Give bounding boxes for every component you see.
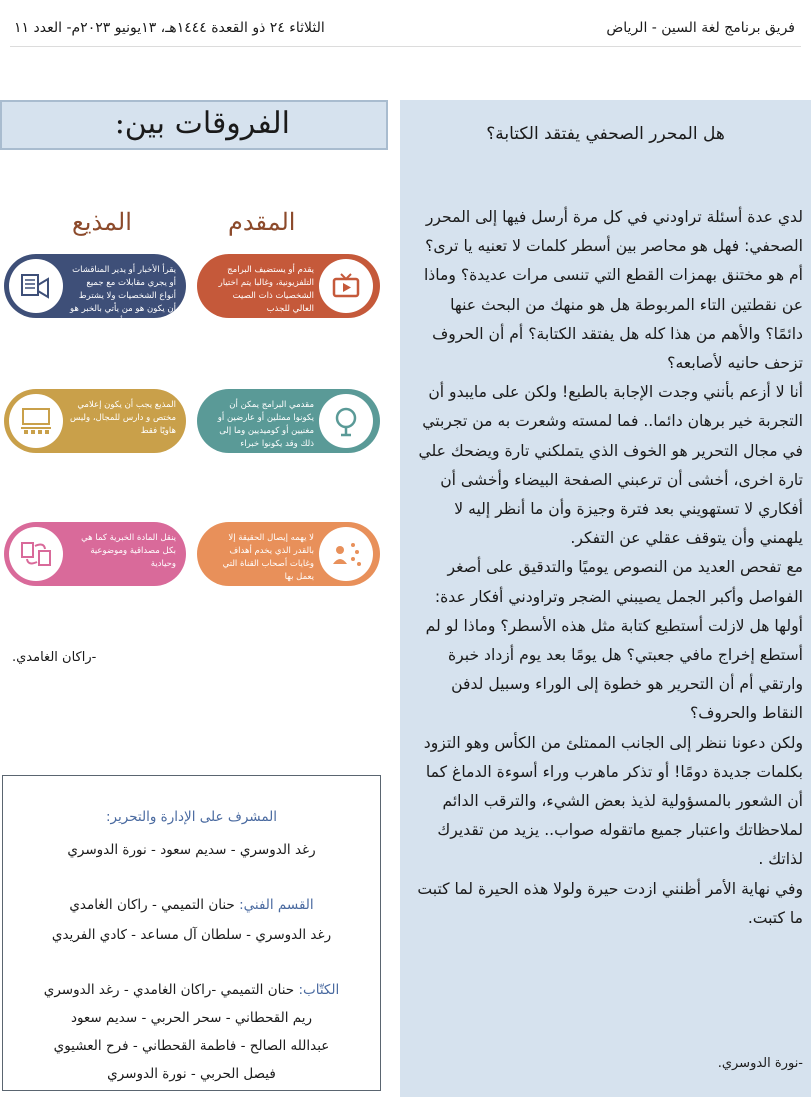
writers-names-3: عبدالله الصالح - فاطمة القحطاني - فرح العشيوي [53,1038,330,1054]
differences-banner [0,100,388,150]
header-divider [10,46,801,47]
broadcaster-card [4,389,186,453]
presenter-card [197,389,380,462]
tech-names-2: رغد الدوسري - سلطان آل مساعد - كادي الفريدي [51,927,332,943]
broadcaster-card-text: المذيع يجب أن يكون إعلامي مختص و دارس للمجال، وليس هاويًا فقط [70,400,176,436]
article-paragraph: ولكن دعونا ننظر إلى الجانب الممتلئ من الكأس وهو التزود بكلمات جديدة دومًا! أو تذكر ماهرب وراء أسوءة الدماغ كما أن الشعور بالمسؤولية لذيذ بعض الشيء، والترقب الدائم لملاحظاتك واعتبار جميع ماتقوله صواب.. يزيد من تقديرك لذاتك . [423,733,803,869]
tech-label: القسم الفني: [239,897,314,913]
broadcaster-card-text: يقرأ الأخبار أو يدير المناقشات أو يجري مقابلات مع جميع أنواع الشخصيات ولا يشترط أن يكون هو من يأتي بالخبر هو فقط من يذيعه أي ينشره. [70,265,176,327]
broadcaster-card-text: ينقل المادة الخبرية كما هي بكل مصداقية وموضوعية وحيادية [81,533,176,569]
article-paragraph: وفي نهاية الأمر أظنني ازدت حيرة ولولا هذه الحيرة لما كتبت ما كتبت. [417,879,803,927]
article-paragraph: أنا لا أزعم بأنني وجدت الإجابة بالطبع! ولكن على مايبدو أن التجربة خير برهان دائما.. فما لمسته وشعرت به من تجربتي في مجال التحرير هو الخوف الذي يتملكني تارة ويضحك علي تارة اخرى، أخشى أن ترعبني الصفحة البيضاء وأخشى أن أفكاري لا تستهويني بعد فترة وجيزة وأن ما أنظر إليه لا يلهمني وأن يتوقف عقلي عن التفكر. [418,383,803,548]
presenter-card [197,254,380,318]
tv-icon [319,259,373,313]
microphone-icon [319,394,373,448]
writers-names-4: فيصل الحربي - نورة الدوسري [107,1066,276,1082]
presenter-heading: المقدم [228,208,296,236]
differences-title: الفروقات بين: [114,106,290,141]
presenter-card-text: لا يهمه إيصال الحقيقة إلا بالقدر الذي يخدم أهداف وغايات أصحاب القناة التي يعمل بها [222,533,314,582]
article-title: هل المحرر الصحفي يفتقد الكتابة؟ [486,124,725,144]
broadcaster-card [4,254,186,327]
team-name: فريق برنامج لغة السين - الرياض [606,20,795,36]
credits-box [2,775,381,1091]
person-network-icon [319,527,373,581]
writers-label: الكتّاب: [298,982,340,998]
tech-names: حنان التميمي - راكان الغامدي [69,897,235,913]
presenter-card-text: مقدمي البرامج يمكن أن يكونوا ممثلين أو عارضين أو مغنيين أو كوميديين وما إلى ذلك وقد يكونوا خبراء مختصين [217,400,314,462]
writers-names-2: ريم القحطاني - سحر الحربي - سديم سعود [70,1010,313,1026]
presentation-board-icon [9,394,63,448]
article-signature: -نورة الدوسري. [717,1056,803,1071]
article-paragraph: لدي عدة أسئلة تراودني في كل مرة أرسل فيها إلى المحرر الصحفي: فهل هو محاصر بين أسطر كلمات لا تعنيه يا ترى؟ أم هو مختنق بهمزات القطع التي تنسى مرات عديدة؟ وماذا عن نقطتين التاء المربوطة هل هو منهك من البحث عنها دائمًا؟ والأهم من هذا كله هل يفتقد الكتابة؟ أم أن الحروف تزحف حانيه لأصابعه؟ [423,208,803,373]
documents-exchange-icon [9,527,63,581]
broadcaster-card [4,522,186,586]
article-paragraph: مع تفحص العديد من النصوص يوميًا والتدقيق على أصغر الفواصل وأكبر الجمل يصيبني الضجر وتراودني أفكار عدة: أولها هل لازلت أستطيع كتابة مثل هذه الأسطر؟ وماذا لو لم أستطع إخراج مافي جعبتي؟ هل يومًا بعد يوم أزداد خبرة وارتقي أم أن التحرير هو خطوة إلى الوراء وسبيل لدفن النقاط والحروف؟ [425,558,803,723]
article-panel [400,100,811,1097]
tech-line-1 [3,897,380,913]
presenter-card-text: يقدم أو يستضيف البرامج التلفزيونية، وغالبا يتم اختيار الشخصيات ذات الصيت العالي للجذب [218,265,314,314]
broadcaster-heading: المذيع [72,208,132,236]
presenter-card [197,522,380,586]
writers-line-1 [3,982,380,998]
article-body [408,203,803,933]
supervisor-label: المشرف على الإدارة والتحرير: [106,809,277,825]
differences-signature: -راكان الغامدي. [12,650,97,665]
megaphone-news-icon [9,259,63,313]
writers-names: حنان التميمي -راكان الغامدي - رغد الدوسري [43,982,295,998]
issue-date: الثلاثاء ٢٤ ذو القعدة ١٤٤٤هـ، ١٣يونيو ٢٠٢٣م- العدد ١١ [14,20,325,36]
supervisor-names: رغد الدوسري - سديم سعود - نورة الدوسري [67,842,316,858]
